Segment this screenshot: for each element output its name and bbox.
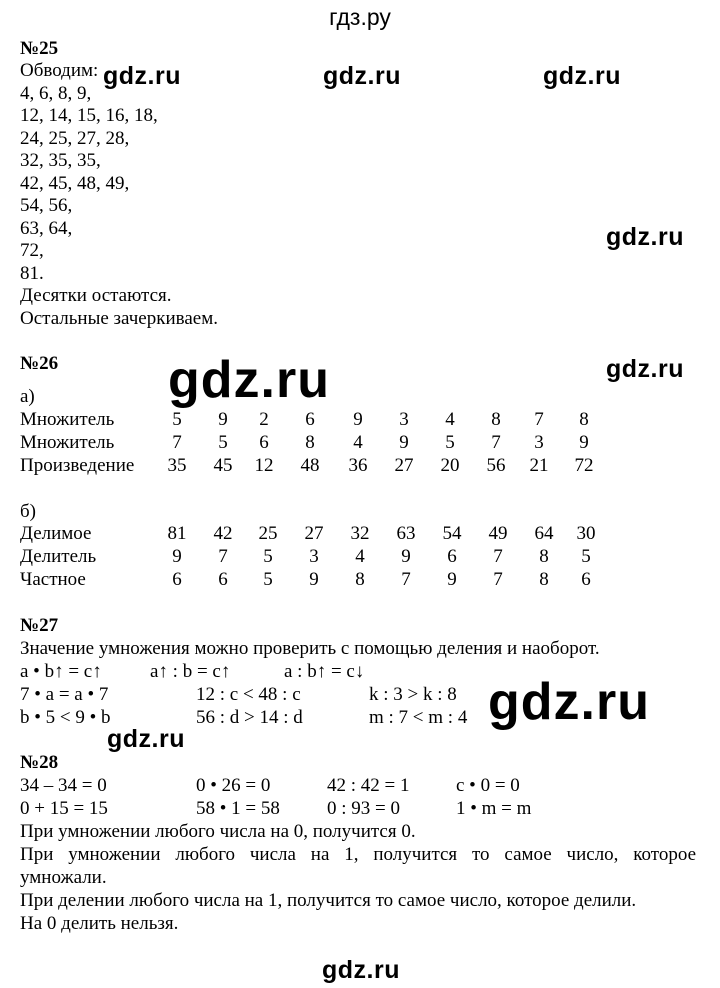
table-cell: 36 (348, 455, 368, 476)
table-cell: 3 (399, 409, 409, 430)
table-row (20, 569, 620, 592)
table-cell: 7 (493, 546, 503, 567)
section-25-lines (20, 60, 218, 330)
text-line: 24, 25, 27, 28, (20, 127, 130, 149)
table-cell: 20 (440, 455, 460, 476)
expression: 56 : d > 14 : d (196, 707, 303, 728)
table-cell: 3 (309, 546, 319, 567)
table-cell: 6 (581, 569, 591, 590)
row-label: Делитель (20, 546, 97, 567)
expression-row (20, 798, 620, 821)
rule-text: При делении любого числа на 1, получится то самое число, которое делили. (20, 890, 637, 911)
text-line: 72, (20, 240, 44, 261)
table-cell: 27 (394, 455, 414, 476)
table-cell: 5 (581, 546, 591, 567)
table-cell: 9 (447, 569, 457, 590)
table-row (20, 409, 620, 432)
row-label: Множитель (20, 409, 115, 430)
table-cell: 25 (258, 523, 278, 544)
row-label: Произведение (20, 455, 135, 476)
expression: c • 0 = 0 (456, 775, 520, 796)
table-cell: 27 (304, 523, 324, 544)
table-row (20, 455, 620, 478)
watermark: gdz.ru (103, 62, 181, 90)
table-cell: 5 (263, 546, 273, 567)
text-line: 63, 64, (20, 217, 73, 239)
text-line: 12, 14, 15, 16, 18, (20, 105, 158, 126)
table-cell: 32 (350, 523, 370, 544)
table-cell: 5 (172, 409, 182, 430)
expression-row (20, 707, 620, 730)
expression: 34 – 34 = 0 (20, 775, 107, 796)
table-cell: 5 (445, 432, 455, 453)
table-cell: 8 (579, 409, 589, 430)
table-cell: 30 (576, 523, 596, 544)
table-cell: 5 (263, 569, 273, 590)
watermark: gdz.ru (323, 62, 401, 90)
expression: a↑ : b = c↑ (150, 661, 231, 682)
part-a-label: а) (20, 386, 35, 407)
table-cell: 7 (218, 546, 228, 567)
table-cell: 6 (172, 569, 182, 590)
watermark: gdz.ru (606, 355, 684, 383)
table-cell: 3 (534, 432, 544, 453)
expression: 42 : 42 = 1 (327, 775, 410, 796)
expression: b • 5 < 9 • b (20, 707, 111, 728)
table-cell: 9 (309, 569, 319, 590)
table-cell: 48 (300, 455, 320, 476)
table-cell: 4 (353, 432, 363, 453)
table-cell: 5 (218, 432, 228, 453)
expression: a • b↑ = c↑ (20, 661, 102, 682)
table-cell: 7 (491, 432, 501, 453)
table-cell: 45 (213, 455, 233, 476)
text-line: 42, 45, 48, 49, (20, 172, 130, 194)
expression: 58 • 1 = 58 (196, 798, 280, 819)
table-row (20, 523, 620, 546)
table-cell: 9 (401, 546, 411, 567)
table-cell: 42 (213, 523, 233, 544)
expression-row (20, 661, 620, 684)
table-cell: 35 (167, 455, 187, 476)
table-cell: 6 (259, 432, 269, 453)
table-cell: 7 (493, 569, 503, 590)
section-27-title: №27 (20, 615, 59, 636)
table-cell: 49 (488, 523, 508, 544)
watermark: gdz.ru (322, 956, 400, 984)
table-cell: 9 (218, 409, 228, 430)
text-line: Десятки остаются. (20, 285, 172, 306)
rule-text: При умножении любого числа на 0, получится 0. (20, 821, 416, 842)
text-line: Обводим: (20, 60, 99, 81)
table-cell: 7 (172, 432, 182, 453)
row-label: Частное (20, 569, 86, 590)
text-line: 81. (20, 262, 44, 284)
text-line: 54, 56, (20, 195, 73, 216)
expression: k : 3 > k : 8 (369, 684, 457, 705)
expression: 0 + 15 = 15 (20, 798, 108, 819)
table-cell: 8 (305, 432, 315, 453)
section-26-title: №26 (20, 353, 59, 374)
watermark: gdz.ru (488, 673, 650, 731)
expression: 12 : c < 48 : c (196, 684, 301, 705)
row-label: Делимое (20, 523, 92, 544)
expression: 1 • m = m (456, 798, 532, 819)
watermark: gdz.ru (606, 223, 684, 251)
table-cell: 8 (355, 569, 365, 590)
table-cell: 9 (579, 432, 589, 453)
table-cell: 8 (539, 546, 549, 567)
expression: 7 • a = a • 7 (20, 684, 109, 705)
table-cell: 81 (167, 523, 187, 544)
table-cell: 72 (574, 455, 594, 476)
text-line: 32, 35, 35, (20, 150, 101, 171)
table-cell: 8 (539, 569, 549, 590)
table-cell: 7 (534, 409, 544, 430)
expression: m : 7 < m : 4 (369, 707, 468, 728)
table-cell: 56 (486, 455, 506, 476)
table-cell: 63 (396, 523, 416, 544)
table-cell: 21 (529, 455, 549, 476)
table-cell: 64 (534, 523, 554, 544)
table-cell: 7 (401, 569, 411, 590)
table-cell: 9 (399, 432, 409, 453)
text-line: 4, 6, 8, 9, (20, 82, 92, 104)
table-cell: 9 (353, 409, 363, 430)
section-27-text: Значение умножения можно проверить с помощью деления и наоборот. (20, 638, 600, 659)
expression: 0 : 93 = 0 (327, 798, 400, 819)
section-28-title: №28 (20, 752, 59, 773)
rule-text: На 0 делить нельзя. (20, 913, 179, 934)
table-row (20, 546, 620, 569)
table-cell: 6 (305, 409, 315, 430)
table-cell: 54 (442, 523, 462, 544)
table-cell: 2 (259, 409, 269, 430)
expression-row (20, 775, 620, 798)
expression: a : b↑ = c↓ (284, 661, 365, 682)
table-cell: 8 (491, 409, 501, 430)
table-cell: 4 (445, 409, 455, 430)
watermark: gdz.ru (107, 725, 185, 753)
rule-text: При умножении любого числа на 1, получится то самое число, которое (20, 844, 696, 865)
table-cell: 12 (254, 455, 274, 476)
watermark: gdz.ru (168, 351, 330, 409)
expression-row (20, 684, 620, 707)
table-cell: 6 (447, 546, 457, 567)
watermark: gdz.ru (543, 62, 621, 90)
rule-text: умножали. (20, 867, 107, 888)
expression: 0 • 26 = 0 (196, 775, 271, 796)
row-label: Множитель (20, 432, 115, 453)
text-line: Остальные зачеркиваем. (20, 307, 218, 329)
table-cell: 4 (355, 546, 365, 567)
page-header: гдз.ру (329, 4, 391, 30)
table-row (20, 432, 620, 455)
section-25-title: №25 (20, 38, 59, 59)
table-cell: 6 (218, 569, 228, 590)
part-b-label: б) (20, 501, 36, 522)
table-cell: 9 (172, 546, 182, 567)
